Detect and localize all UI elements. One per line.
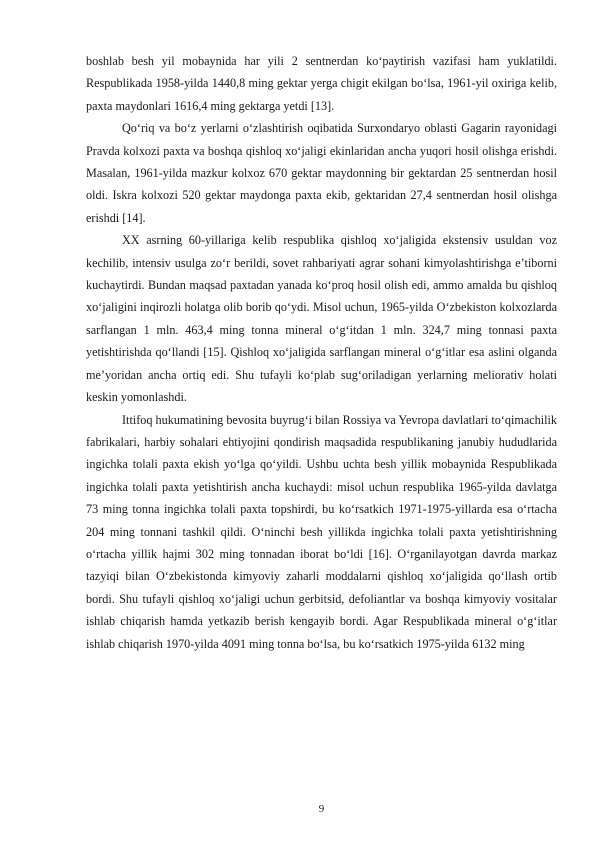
document-page bbox=[86, 50, 557, 815]
paragraph-virgin-lands: Qo‘riq va bo‘z yerlarni o‘zlashtirish oqibatida Surxondaryo oblasti Gagarin rayonidagi Pravda kolxozi paxta va boshqa qishloq xo‘jaligi ekinlaridan ancha yuqori hosil olishga erishdi. Masalan, 1961-yilda mazkur kolxoz 670 gektar maydonning bir gektardan 25 sentnerdan hosil oldi. Iskra kolxozi 520 gektar maydonga paxta ekib, gektaridan 27,4 sentnerdan hosil olishga erishdi [14]. bbox=[86, 121, 557, 225]
paragraph-continuation: boshlab besh yil mobaynida har yili 2 sentnerdan ko‘paytirish vazifasi ham yuklatildi. Respublikada 1958-yilda 1440,8 ming gektar yerga chigit ekilgan bo‘lsa, 1961-yil oxiriga kelib, paxta maydonlari 1616,4 ming gektarga yetdi [13]. bbox=[86, 54, 557, 113]
paragraph-fine-fiber-cotton: Ittifoq hukumatining bevosita buyrug‘i bilan Rossiya va Yevropa davlatlari to‘qimachilik fabrikalari, harbiy sohalari ehtiyojini qondirish maqsadida respublikaning janubiy hududlarida ingichka tolali paxta ekish yo‘lga qo‘yildi. Ushbu uchta besh yillik mobaynida Respublikada ingichka tolali paxta yetishtirish ancha kuchaydi: misol uchun respublika 1965-yilda davlatga 73 ming tonna ingichka tolali paxta topshirdi, bu ko‘rsatkich 1971-1975-yillarda esa o‘rtacha 204 ming tonnani tashkil qildi. O‘ninchi besh yillikda ingichka tolali paxta yetishtirishning o‘rtacha yillik hajmi 302 ming tonnadan iborat bo‘ldi [16]. O‘rganilayotgan davrda markaz tazyiqi bilan O‘zbekistonda kimyoviy zaharli moddalarni qishloq xo‘jaligida qo‘llash ortib bordi. Shu tufayli qishloq xo‘jaligi uchun gerbitsid, defoliantlar va boshqa kimyoviy vositalar ishlab chiqarish hamda yetkazib berish kengayib bordi. Agar Respublikada mineral o‘g‘itlar ishlab chiqarish 1970-yilda 4091 ming tonna bo‘lsa, bu ko‘rsatkich 1975-yilda 6132 ming bbox=[86, 412, 557, 651]
page-number: 9 bbox=[318, 803, 325, 815]
paragraph-chemicalization: XX asrning 60-yillariga kelib respublika qishloq xo‘jaligida ekstensiv usuldan voz kechilib, intensiv usulga zo‘r berildi, sovet rahbariyati agrar sohani kimyolashtirishga e’tiborni kuchaytirdi. Bundan maqsad paxtadan yanada ko‘proq hosil olish edi, ammo amalda bu qishloq xo‘jaligini inqirozli holatga olib borib qo‘ydi. Misol uchun, 1965-yilda O‘zbekiston kolxozlarda sarflangan 1 mln. 463,4 ming tonna mineral o‘g‘itdan 1 mln. 324,7 ming tonnasi paxta yetishtirishda qo‘llandi [15]. Qishloq xo‘jaligida sarflangan mineral o‘g‘itlar esa aslini olganda me’yoridan ancha ortiq edi. Shu tufayli ko‘plab sug‘oriladigan yerlarning meliorativ holati keskin yomonlashdi. bbox=[86, 233, 557, 405]
